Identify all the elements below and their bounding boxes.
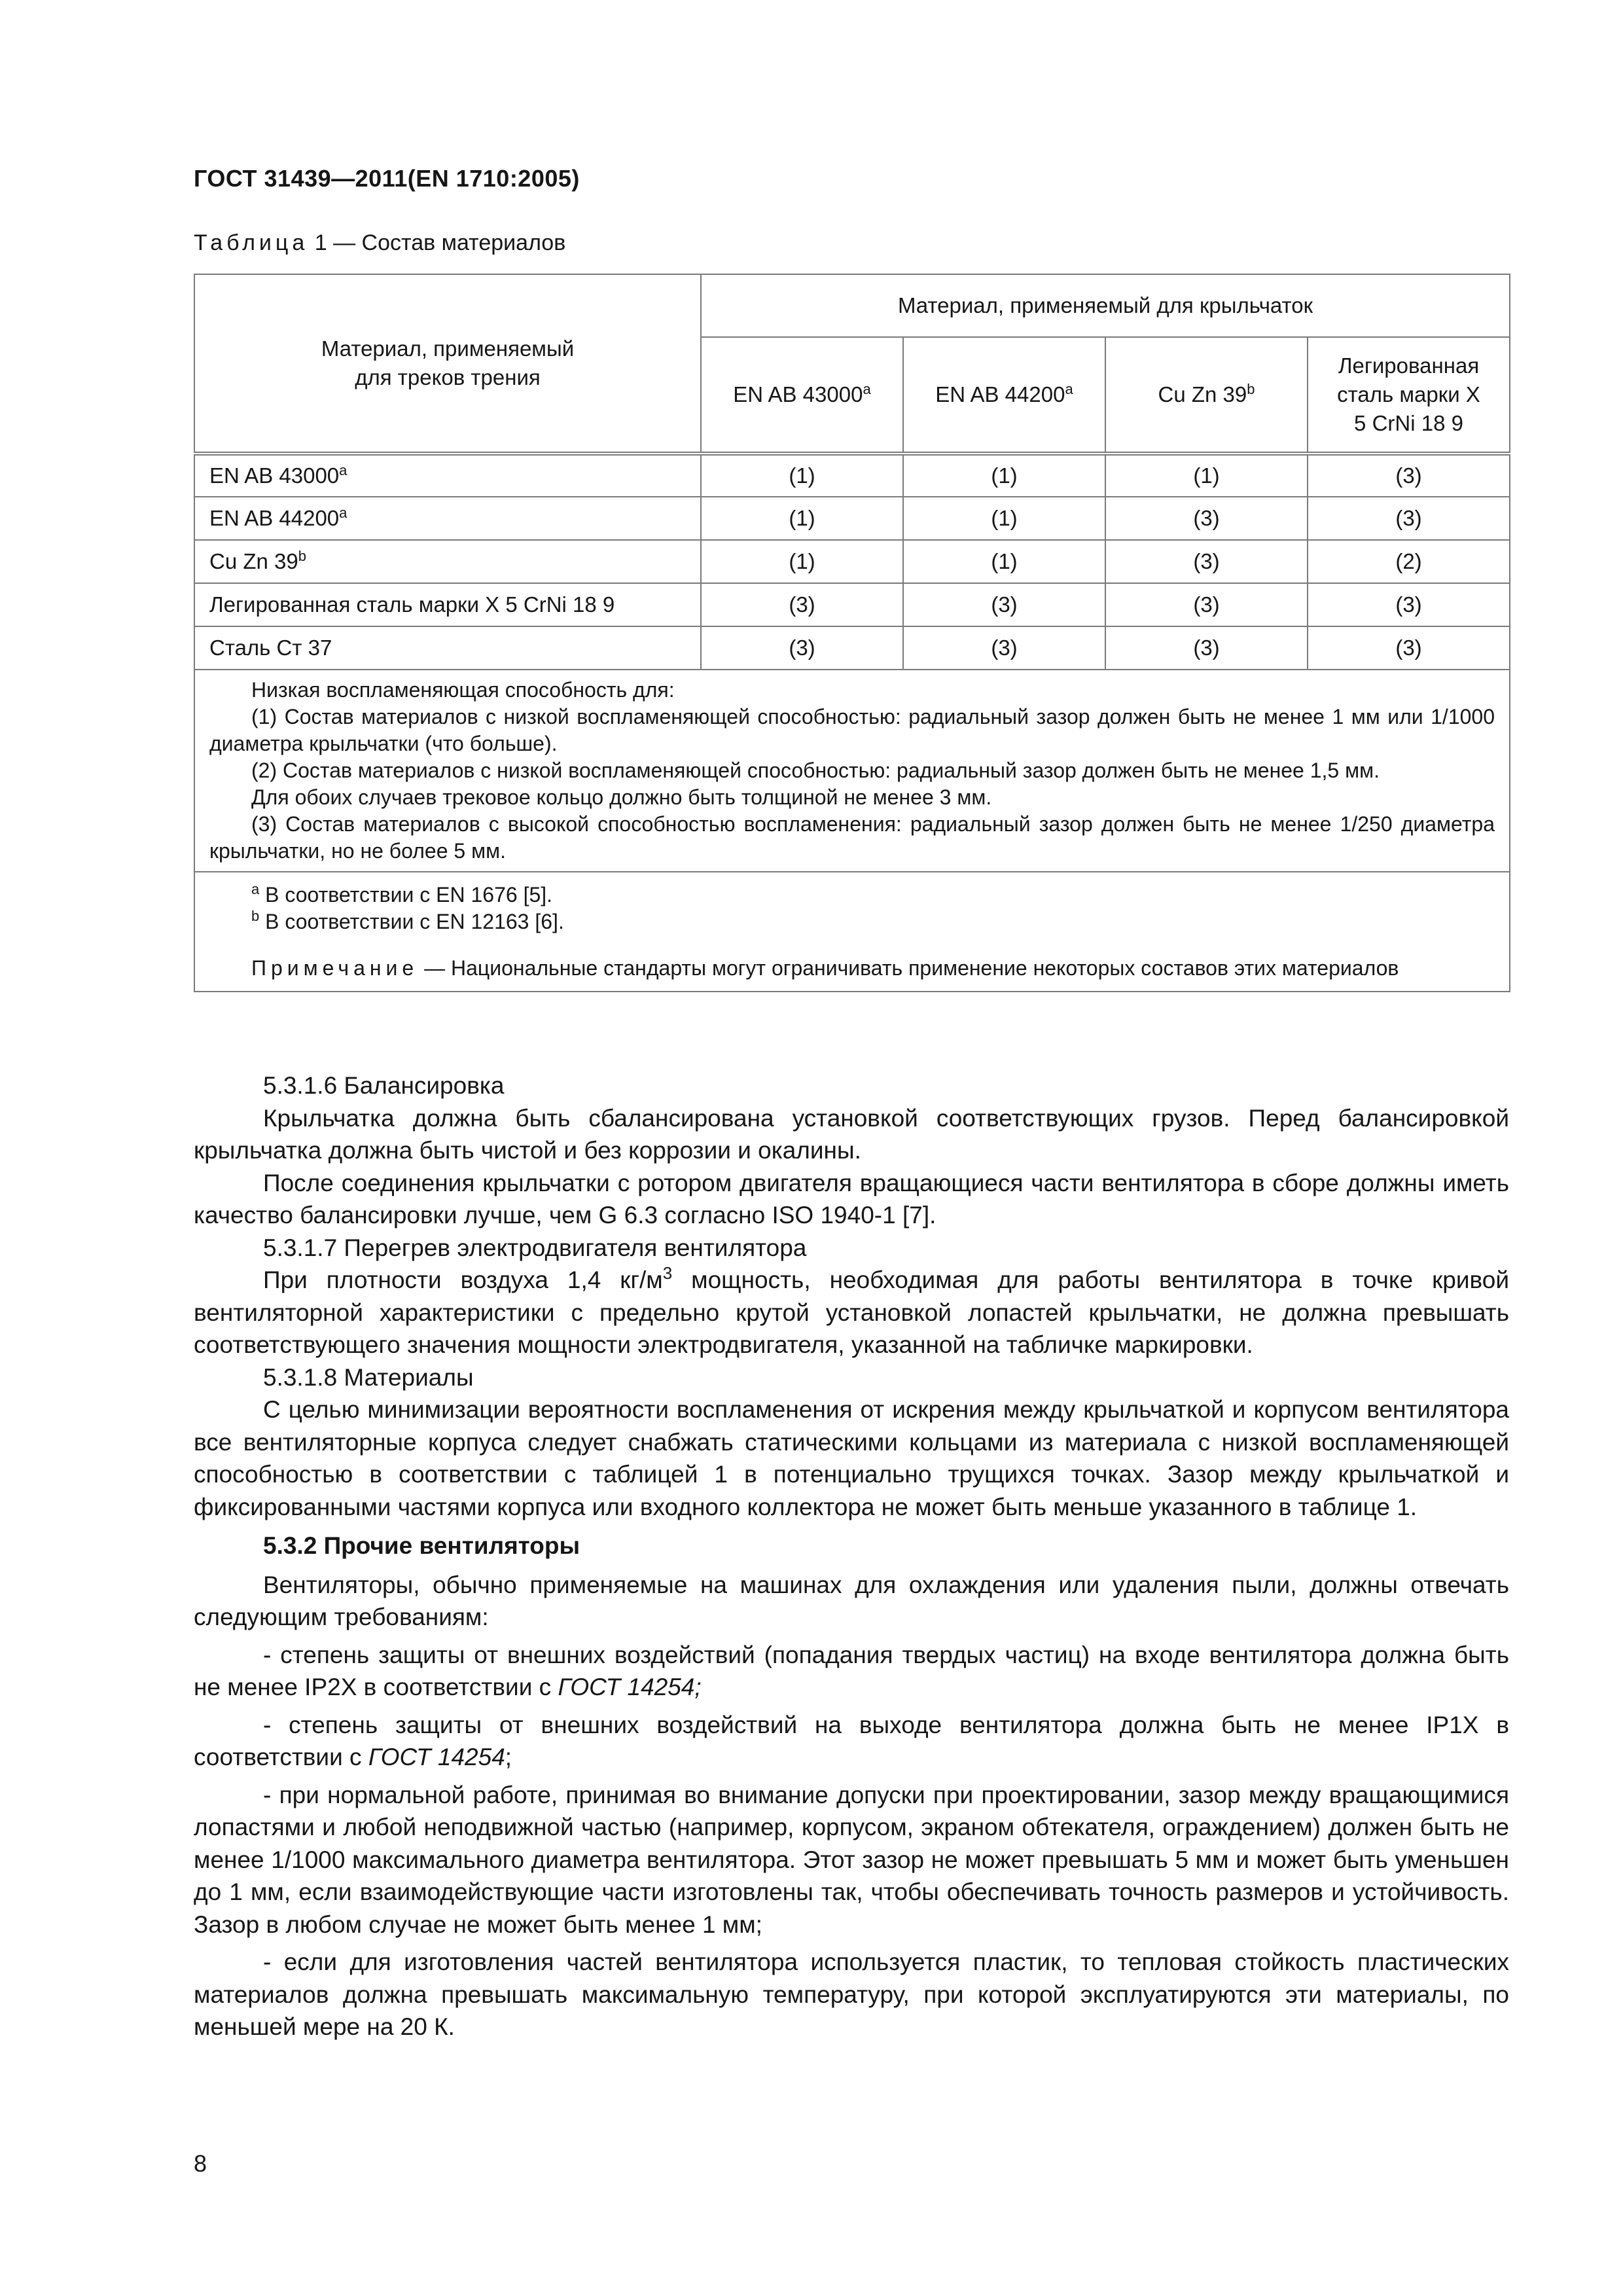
footnote (209, 882, 1495, 908)
table-footnotes-row (194, 872, 1510, 992)
group-header: Материал, применяемый для крыльчаток (701, 274, 1510, 337)
table-cell: (3) (1105, 626, 1308, 670)
footnote-mark: a (251, 881, 260, 897)
table-cell: (3) (1105, 583, 1308, 626)
table-cell: (2) (1308, 540, 1510, 583)
table-cell: (1) (701, 497, 903, 540)
document-header: ГОСТ 31439—2011(EN 1710:2005) (194, 165, 580, 192)
table-cell: (3) (903, 583, 1105, 626)
table-notes-row (194, 670, 1510, 872)
table-row (194, 626, 1510, 670)
section-heading-bold: 5.3.2 Прочие вентиляторы (263, 1532, 580, 1559)
list-item: - если для изготовления частей вентилятора используется пластик, то тепловая стойкость пластических материалов должна превышать максимальную температуру, при которой эксплуатируются эти материалы, по меньшей мере на 20 К. (194, 1948, 1509, 2040)
footnote-mark: a (1065, 381, 1073, 397)
footnote-mark: b (298, 548, 306, 564)
materials-table (194, 274, 1510, 992)
table-cell: (3) (701, 626, 903, 670)
section-heading: 5.3.1.8 Материалы (263, 1363, 474, 1391)
paragraph (194, 1264, 1509, 1361)
table-cell: (1) (903, 454, 1105, 497)
row-label-text: Легированная сталь марки X 5 CrNi 18 9 (209, 592, 615, 617)
column-header (1308, 337, 1510, 454)
footnote-mark: b (1247, 381, 1255, 397)
table-cell: (3) (1105, 497, 1308, 540)
paragraph: С целью минимизации вероятности воспламенения от искрения между крыльчаткой и корпусом вентилятора все вентиляторные корпуса следует снабжать статическими кольцами из материала с низкой воспламеняющей способностью в соответствии с таблицей 1 в потенциально трущихся точках. Зазор между крыльчаткой и фиксированными частями корпуса или входного коллектора не может быть меньше указанного в таблице 1. (194, 1396, 1509, 1520)
table-cell: (3) (1308, 583, 1510, 626)
note-line: (2) Состав материалов с низкой воспламеняющей способностью: радиальный зазор должен быть не менее 1,5 мм. (251, 759, 1380, 782)
table-row (194, 454, 1510, 497)
table-cell: (3) (1308, 454, 1510, 497)
note-line: (1) Состав материалов с низкой воспламеняющей способностью: радиальный зазор должен быть не менее 1 мм или 1/1000 диаметра крыльчатки (что больше). (209, 705, 1495, 755)
row-label (194, 626, 701, 670)
column-header-label: Легированная сталь марки X 5 CrNi 18 9 (1337, 353, 1480, 435)
remark-text: — Национальные стандарты могут ограничивать применение некоторых составов этих материалов (418, 956, 1399, 980)
note-line: Низкая воспламеняющая способность для: (251, 678, 675, 702)
row-label (194, 540, 701, 583)
column-header (701, 337, 903, 454)
list-item (194, 1709, 1509, 1774)
footnote (209, 908, 1495, 935)
paragraph: После соединения крыльчатки с ротором двигателя вращающиеся части вентилятора в сборе должны иметь качество балансировки лучше, чем G 6.3 согласно ISO 1940-1 [7]. (194, 1169, 1509, 1229)
row-label (194, 583, 701, 626)
list-item-text: - степень защиты от внешних воздействий (попадания твердых частиц) на входе вентилятора должна быть не менее IP2X в соответствии с (194, 1641, 1509, 1700)
table-cell: (3) (1308, 626, 1510, 670)
column-header-label: Cu Zn 39 (1158, 382, 1247, 406)
footnote-text: В соответствии с EN 1676 [5]. (259, 883, 553, 906)
paragraph-text: При плотности воздуха 1,4 кг/м (263, 1266, 663, 1293)
column-header-label: EN AB 43000 (733, 382, 863, 406)
footnote-mark: a (339, 462, 348, 478)
table-cell: (3) (701, 583, 903, 626)
table-row (194, 583, 1510, 626)
table-cell: (1) (701, 540, 903, 583)
row-header-label: Материал, применяемый для треков трения (321, 336, 575, 389)
section-heading: 5.3.1.7 Перегрев электродвигателя вентилятора (263, 1234, 807, 1261)
row-label-text: EN AB 43000 (209, 463, 340, 488)
footnote-text: В соответствии с EN 12163 [6]. (259, 910, 564, 933)
standard-reference: ГОСТ 14254 (368, 1744, 505, 1770)
row-header-cell (194, 274, 701, 454)
row-label (194, 497, 701, 540)
table-title-text: 1 — Состав материалов (308, 230, 566, 255)
column-header-label: EN AB 44200 (935, 382, 1065, 406)
paragraph-text: мощность, необходимая для работы вентилятора в точке кривой вентиляторной характеристики с предельно крутой установкой лопастей крыльчатки, не должна превышать соответствующего значения мощности электродвигателя, указанной на табличке маркировки. (194, 1266, 1509, 1358)
table-title (194, 230, 565, 256)
table-notes (194, 670, 1510, 872)
list-item (194, 1639, 1509, 1704)
table-row (194, 540, 1510, 583)
table-remark (209, 955, 1495, 982)
body-text (194, 1069, 1509, 2043)
note-line: Для обоих случаев трековое кольцо должно быть толщиной не менее 3 мм. (251, 785, 992, 809)
paragraph: Вентиляторы, обычно применяемые на машинах для охлаждения или удаления пыли, должны отвечать следующим требованиям: (194, 1571, 1509, 1630)
table-title-label: Таблица (194, 230, 309, 255)
table-cell: (3) (903, 626, 1105, 670)
footnote-mark: b (251, 908, 260, 924)
table-cell: (3) (1105, 540, 1308, 583)
row-label-text: Cu Zn 39 (209, 549, 298, 573)
table-cell: (1) (903, 540, 1105, 583)
page-number: 8 (194, 2150, 207, 2177)
superscript: 3 (662, 1263, 673, 1283)
paragraph: Крыльчатка должна быть сбалансирована установкой соответствующих грузов. Перед балансировкой крыльчатка должна быть чистой и без коррозии и окалины. (194, 1104, 1509, 1164)
standard-reference: ГОСТ 14254; (558, 1674, 702, 1700)
row-label (194, 454, 701, 497)
note-line: (3) Состав материалов с высокой способностью воспламенения: радиальный зазор должен быть не менее 1/250 диаметра крыльчатки, но не более 5 мм. (209, 812, 1495, 863)
column-header (903, 337, 1105, 454)
footnote-mark: a (863, 381, 871, 397)
section-heading: 5.3.1.6 Балансировка (263, 1072, 505, 1099)
remark-label: Примечание (251, 956, 419, 980)
list-item-text: - степень защиты от внешних воздействий на выходе вентилятора должна быть не менее IP1X в соответствии с (194, 1711, 1509, 1770)
table-cell: (3) (1308, 497, 1510, 540)
table-cell: (1) (701, 454, 903, 497)
row-label-text: EN AB 44200 (209, 506, 340, 530)
table-footnotes (194, 872, 1510, 992)
list-item-text: ; (505, 1744, 512, 1770)
table-cell: (1) (903, 497, 1105, 540)
row-label-text: Сталь Ст 37 (209, 636, 332, 660)
table-row (194, 497, 1510, 540)
table-cell: (1) (1105, 454, 1308, 497)
footnote-mark: a (339, 505, 348, 521)
list-item: - при нормальной работе, принимая во внимание допуски при проектировании, зазор между вращающимися лопастями и любой неподвижной частью (например, корпусом, экраном обтекателя, ограждением) должен быть не менее 1/1000 максимального диаметра вентилятора. Этот зазор не может превышать 5 мм и может быть уменьшен до 1 мм, если взаимодействующие части изготовлены так, чтобы обеспечивать точность размеров и устойчивость. Зазор в любом случае не может быть менее 1 мм; (194, 1781, 1509, 1938)
column-header (1105, 337, 1308, 454)
